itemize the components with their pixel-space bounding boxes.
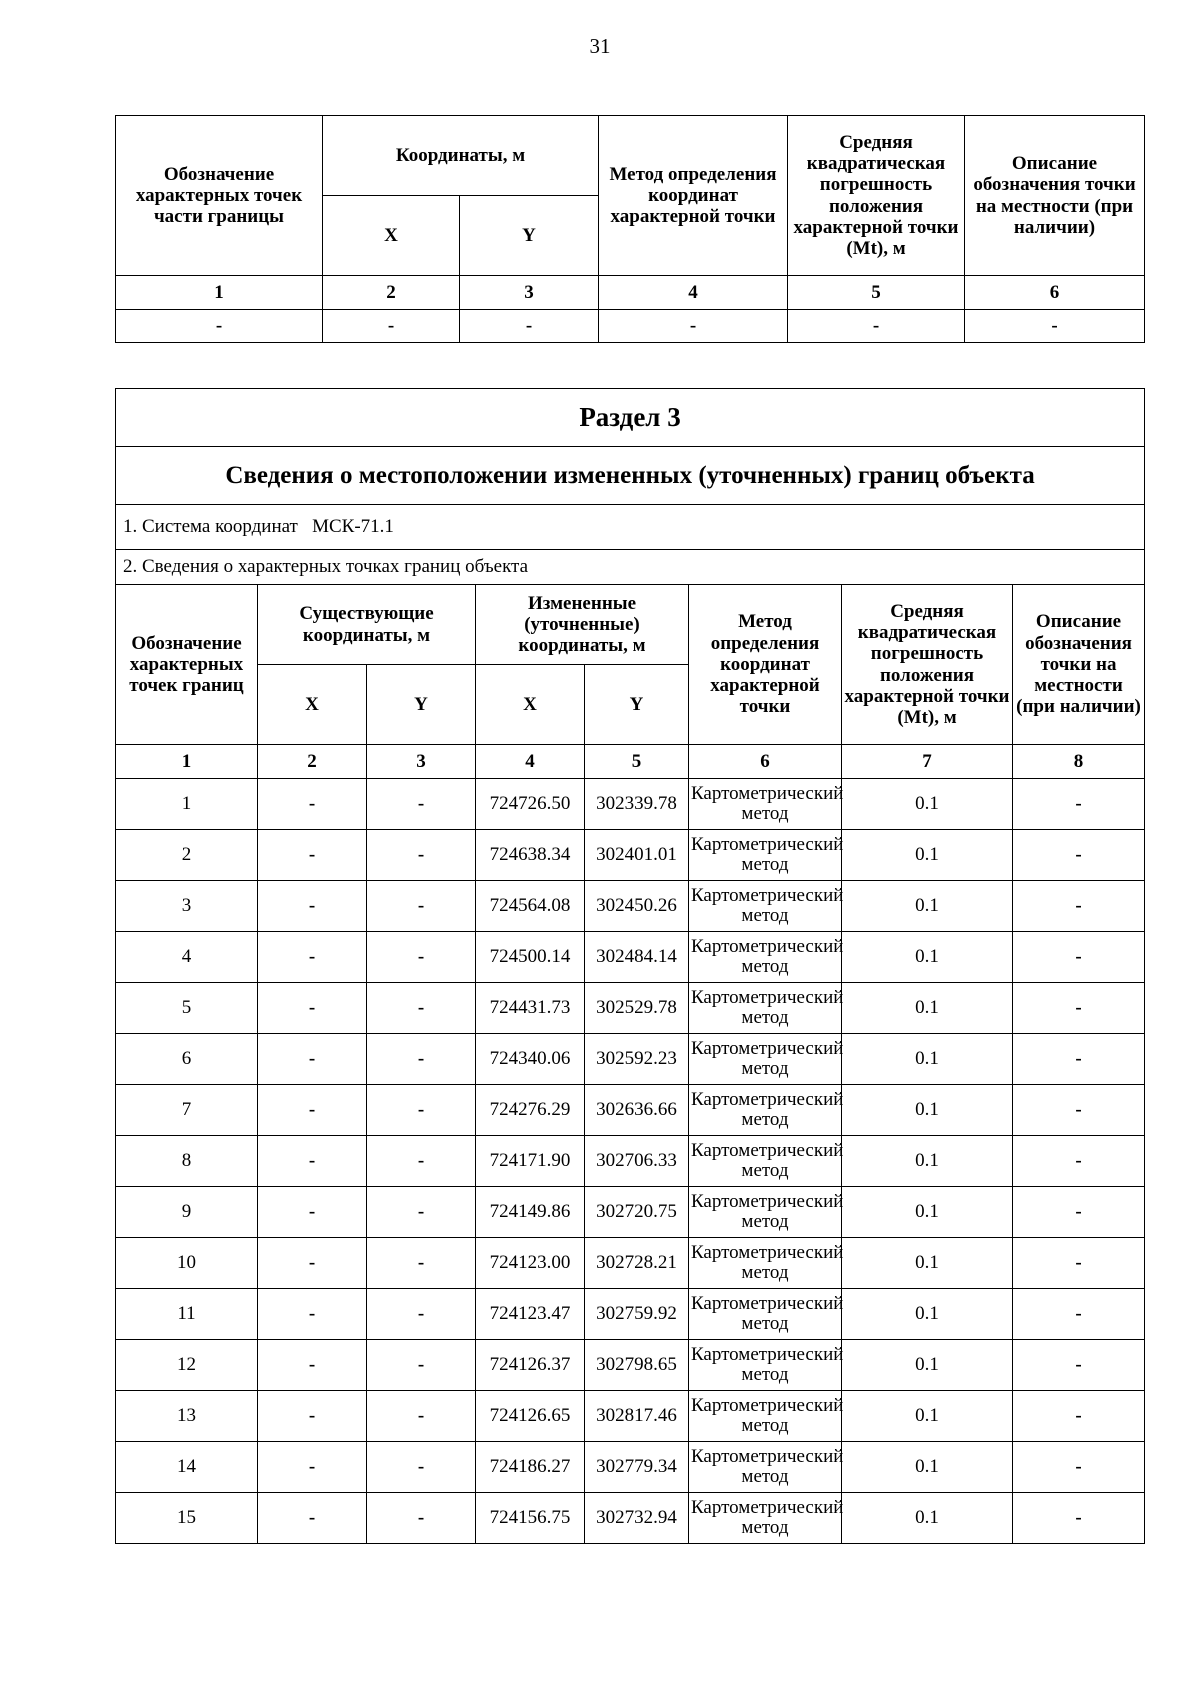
method-cell: Картометрический метод (689, 1442, 842, 1493)
changed-y-cell: 302592.23 (585, 1034, 689, 1085)
header-method: Метод определения координат характерной точки (599, 116, 788, 276)
method-cell: Картометрический метод (689, 1085, 842, 1136)
changed-x-cell: 724340.06 (476, 1034, 585, 1085)
point-number-cell: 11 (116, 1289, 258, 1340)
column-number: 4 (476, 745, 585, 779)
table-row (116, 779, 1145, 830)
changed-y-cell: 302779.34 (585, 1442, 689, 1493)
changed-y-cell: 302720.75 (585, 1187, 689, 1238)
table-cell: - (460, 310, 599, 343)
header-method: Метод определения координат характерной точки (689, 585, 842, 745)
point-number-cell: 4 (116, 932, 258, 983)
description-cell: - (1013, 881, 1145, 932)
header-x: X (323, 196, 460, 276)
existing-x-cell: - (258, 1493, 367, 1544)
error-cell: 0.1 (842, 881, 1013, 932)
error-cell: 0.1 (842, 1289, 1013, 1340)
point-number-cell: 5 (116, 983, 258, 1034)
table-cell: - (599, 310, 788, 343)
existing-x-cell: - (258, 1238, 367, 1289)
description-cell: - (1013, 830, 1145, 881)
changed-x-cell: 724171.90 (476, 1136, 585, 1187)
page-number: 31 (589, 34, 611, 58)
point-number-cell: 9 (116, 1187, 258, 1238)
error-cell: 0.1 (842, 1340, 1013, 1391)
error-cell: 0.1 (842, 1034, 1013, 1085)
point-number-cell: 2 (116, 830, 258, 881)
table-row (116, 1442, 1145, 1493)
changed-y-cell: 302732.94 (585, 1493, 689, 1544)
description-cell: - (1013, 1136, 1145, 1187)
error-cell: 0.1 (842, 1238, 1013, 1289)
table-row (116, 1085, 1145, 1136)
error-cell: 0.1 (842, 1493, 1013, 1544)
changed-x-cell: 724123.00 (476, 1238, 585, 1289)
description-cell: - (1013, 932, 1145, 983)
section3-table (115, 388, 1145, 1544)
error-cell: 0.1 (842, 1187, 1013, 1238)
method-cell: Картометрический метод (689, 1340, 842, 1391)
column-numbers-row (116, 745, 1145, 779)
changed-x-cell: 724126.37 (476, 1340, 585, 1391)
existing-x-cell: - (258, 1442, 367, 1493)
section-subtitle: Сведения о местоположении измененных (уточненных) границ объекта (116, 447, 1145, 505)
existing-y-cell: - (367, 1493, 476, 1544)
table-row (116, 1034, 1145, 1085)
existing-x-cell: - (258, 881, 367, 932)
existing-x-cell: - (258, 1391, 367, 1442)
changed-x-cell: 724123.47 (476, 1289, 585, 1340)
column-number: 6 (965, 276, 1145, 310)
description-cell: - (1013, 1085, 1145, 1136)
table-row (116, 1391, 1145, 1442)
table-row (116, 830, 1145, 881)
column-numbers-row (116, 276, 1145, 310)
changed-y-cell: 302798.65 (585, 1340, 689, 1391)
existing-y-cell: - (367, 1034, 476, 1085)
changed-x-cell: 724638.34 (476, 830, 585, 881)
header-coordinates: Координаты, м (323, 116, 599, 196)
column-number: 7 (842, 745, 1013, 779)
existing-y-cell: - (367, 1391, 476, 1442)
existing-y-cell: - (367, 1340, 476, 1391)
column-number: 1 (116, 276, 323, 310)
error-cell: 0.1 (842, 1442, 1013, 1493)
point-number-cell: 12 (116, 1340, 258, 1391)
existing-x-cell: - (258, 1187, 367, 1238)
method-cell: Картометрический метод (689, 983, 842, 1034)
description-cell: - (1013, 1493, 1145, 1544)
method-cell: Картометрический метод (689, 1136, 842, 1187)
changed-x-cell: 724149.86 (476, 1187, 585, 1238)
point-number-cell: 10 (116, 1238, 258, 1289)
existing-y-cell: - (367, 932, 476, 983)
error-cell: 0.1 (842, 1085, 1013, 1136)
description-cell: - (1013, 1289, 1145, 1340)
existing-x-cell: - (258, 1136, 367, 1187)
existing-y-cell: - (367, 1085, 476, 1136)
point-number-cell: 1 (116, 779, 258, 830)
table-row (116, 1289, 1145, 1340)
table-row (116, 932, 1145, 983)
column-number: 5 (788, 276, 965, 310)
column-number: 2 (258, 745, 367, 779)
method-cell: Картометрический метод (689, 779, 842, 830)
existing-y-cell: - (367, 779, 476, 830)
changed-y-cell: 302401.01 (585, 830, 689, 881)
header-designation: Обозначение характерных точек границ (116, 585, 258, 745)
description-cell: - (1013, 983, 1145, 1034)
changed-x-cell: 724564.08 (476, 881, 585, 932)
changed-y-cell: 302529.78 (585, 983, 689, 1034)
table-row (116, 983, 1145, 1034)
boundary-part-points-table (115, 115, 1145, 343)
changed-y-cell: 302759.92 (585, 1289, 689, 1340)
points-body (116, 779, 1145, 1544)
section-title: Раздел 3 (116, 389, 1145, 447)
changed-y-cell: 302450.26 (585, 881, 689, 932)
point-number-cell: 7 (116, 1085, 258, 1136)
table-row (116, 1238, 1145, 1289)
method-cell: Картометрический метод (689, 881, 842, 932)
table-row (116, 881, 1145, 932)
description-cell: - (1013, 1238, 1145, 1289)
error-cell: 0.1 (842, 830, 1013, 881)
point-number-cell: 6 (116, 1034, 258, 1085)
existing-x-cell: - (258, 932, 367, 983)
changed-y-cell: 302339.78 (585, 779, 689, 830)
header-error: Средняя квадратическая погрешность положения характерной точки (Mt), м (788, 116, 965, 276)
method-cell: Картометрический метод (689, 1034, 842, 1085)
point-number-cell: 15 (116, 1493, 258, 1544)
error-cell: 0.1 (842, 1136, 1013, 1187)
existing-y-cell: - (367, 1442, 476, 1493)
description-cell: - (1013, 1187, 1145, 1238)
method-cell: Картометрический метод (689, 1493, 842, 1544)
table-cell: - (788, 310, 965, 343)
existing-y-cell: - (367, 1238, 476, 1289)
table-row (116, 310, 1145, 343)
table-cell: - (116, 310, 323, 343)
method-cell: Картометрический метод (689, 1238, 842, 1289)
existing-y-cell: - (367, 1289, 476, 1340)
method-cell: Картометрический метод (689, 932, 842, 983)
existing-y-cell: - (367, 1136, 476, 1187)
changed-x-cell: 724431.73 (476, 983, 585, 1034)
table-row (116, 1187, 1145, 1238)
column-number: 4 (599, 276, 788, 310)
method-cell: Картометрический метод (689, 1391, 842, 1442)
method-cell: Картометрический метод (689, 1187, 842, 1238)
error-cell: 0.1 (842, 1391, 1013, 1442)
changed-x-cell: 724726.50 (476, 779, 585, 830)
existing-x-cell: - (258, 779, 367, 830)
points-info-caption: 2. Сведения о характерных точках границ объекта (116, 550, 1145, 585)
table-row (116, 1136, 1145, 1187)
header-y: Y (460, 196, 599, 276)
existing-x-cell: - (258, 1034, 367, 1085)
column-number: 5 (585, 745, 689, 779)
header-description: Описание обозначения точки на местности (при наличии) (965, 116, 1145, 276)
point-number-cell: 8 (116, 1136, 258, 1187)
method-cell: Картометрический метод (689, 1289, 842, 1340)
header-changed-y: Y (585, 665, 689, 745)
table-cell: - (965, 310, 1145, 343)
error-cell: 0.1 (842, 779, 1013, 830)
changed-x-cell: 724276.29 (476, 1085, 585, 1136)
method-cell: Картометрический метод (689, 830, 842, 881)
header-existing-x: X (258, 665, 367, 745)
point-number-cell: 13 (116, 1391, 258, 1442)
changed-x-cell: 724126.65 (476, 1391, 585, 1442)
changed-y-cell: 302706.33 (585, 1136, 689, 1187)
changed-x-cell: 724186.27 (476, 1442, 585, 1493)
description-cell: - (1013, 1340, 1145, 1391)
header-designation: Обозначение характерных точек части границы (116, 116, 323, 276)
header-existing-y: Y (367, 665, 476, 745)
header-description: Описание обозначения точки на местности (при наличии) (1013, 585, 1145, 745)
header-error: Средняя квадратическая погрешность положения характерной точки (Mt), м (842, 585, 1013, 745)
existing-x-cell: - (258, 983, 367, 1034)
table-cell: - (323, 310, 460, 343)
existing-y-cell: - (367, 983, 476, 1034)
description-cell: - (1013, 1034, 1145, 1085)
existing-y-cell: - (367, 830, 476, 881)
changed-x-cell: 724500.14 (476, 932, 585, 983)
header-changed-x: X (476, 665, 585, 745)
header-existing-coordinates: Существующие координаты, м (258, 585, 476, 665)
existing-y-cell: - (367, 1187, 476, 1238)
existing-x-cell: - (258, 1340, 367, 1391)
table-row (116, 1340, 1145, 1391)
changed-y-cell: 302636.66 (585, 1085, 689, 1136)
column-number: 1 (116, 745, 258, 779)
error-cell: 0.1 (842, 983, 1013, 1034)
description-cell: - (1013, 1442, 1145, 1493)
column-number: 3 (367, 745, 476, 779)
existing-y-cell: - (367, 881, 476, 932)
column-number: 3 (460, 276, 599, 310)
changed-y-cell: 302728.21 (585, 1238, 689, 1289)
column-number: 8 (1013, 745, 1145, 779)
coordinate-system: 1. Система координат МСК-71.1 (116, 505, 1145, 550)
table-row (116, 1493, 1145, 1544)
changed-y-cell: 302484.14 (585, 932, 689, 983)
description-cell: - (1013, 1391, 1145, 1442)
existing-x-cell: - (258, 1289, 367, 1340)
changed-x-cell: 724156.75 (476, 1493, 585, 1544)
header-changed-coordinates: Измененные (уточненные) координаты, м (476, 585, 689, 665)
point-number-cell: 14 (116, 1442, 258, 1493)
column-number: 2 (323, 276, 460, 310)
changed-y-cell: 302817.46 (585, 1391, 689, 1442)
error-cell: 0.1 (842, 932, 1013, 983)
description-cell: - (1013, 779, 1145, 830)
existing-x-cell: - (258, 1085, 367, 1136)
point-number-cell: 3 (116, 881, 258, 932)
existing-x-cell: - (258, 830, 367, 881)
column-number: 6 (689, 745, 842, 779)
